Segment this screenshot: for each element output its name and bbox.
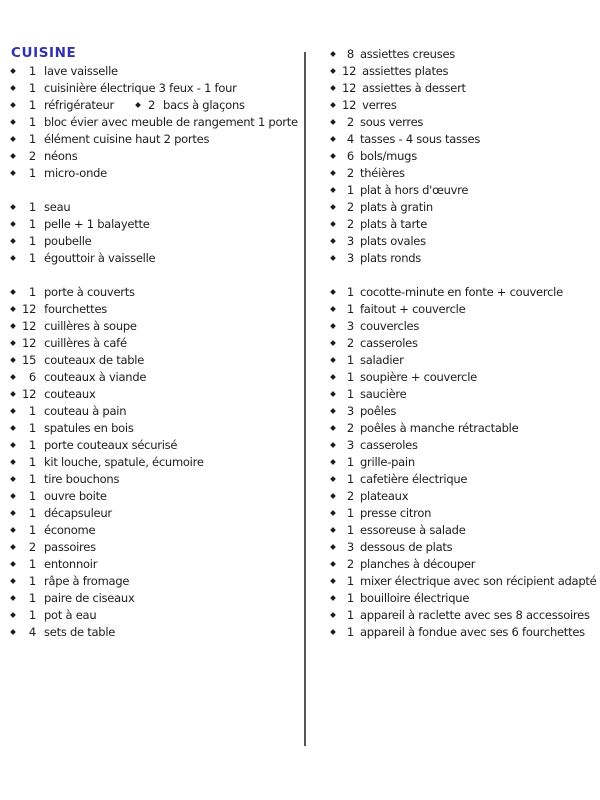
bullet-icon <box>330 289 336 295</box>
list-item <box>11 79 303 96</box>
bullet-icon <box>10 544 16 550</box>
item-label: assiettes plates <box>362 63 449 78</box>
bullet-icon <box>330 391 336 397</box>
item-quantity: 1 <box>346 607 354 622</box>
item-label: plats ovales <box>360 233 426 248</box>
item-label: poubelle <box>44 233 92 248</box>
list-item <box>331 589 597 606</box>
item-quantity: 2 <box>346 335 354 350</box>
item-label: bols/mugs <box>360 148 417 163</box>
item-quantity: 3 <box>346 318 354 333</box>
bullet-icon <box>330 612 336 618</box>
item-label: cuillères à café <box>44 335 127 350</box>
bullet-icon <box>330 340 336 346</box>
item-label: plats ronds <box>360 250 422 265</box>
item-label: couteau à pain <box>44 403 127 418</box>
item-quantity: 4 <box>28 624 36 639</box>
list-item <box>331 181 597 198</box>
item-label: économe <box>44 522 96 537</box>
item-quantity: 6 <box>28 369 36 384</box>
item-label: tasses - 4 sous tasses <box>360 131 481 146</box>
bullet-icon <box>10 238 16 244</box>
bullet-icon <box>330 595 336 601</box>
item-label: cuisinière électrique 3 feux - 1 four <box>44 80 237 95</box>
list-item <box>11 334 303 351</box>
item-quantity: 6 <box>346 148 354 163</box>
list-item <box>11 504 303 521</box>
bullet-icon <box>330 561 336 567</box>
bullet-icon <box>10 323 16 329</box>
bullet-icon <box>10 612 16 618</box>
list-item <box>331 470 597 487</box>
item-quantity: 1 <box>346 301 354 316</box>
bullet-icon <box>330 323 336 329</box>
item-label: presse citron <box>360 505 432 520</box>
item-quantity: 3 <box>346 250 354 265</box>
item-quantity: 1 <box>346 624 354 639</box>
bullet-icon <box>10 255 16 261</box>
item-quantity: 2 <box>346 488 354 503</box>
bullet-icon <box>330 442 336 448</box>
item-label: lave vaisselle <box>44 63 118 78</box>
item-label: cuillères à soupe <box>44 318 137 333</box>
list-item <box>11 351 303 368</box>
bullet-icon <box>330 255 336 261</box>
item-label: passoires <box>44 539 96 554</box>
bullet-icon <box>330 493 336 499</box>
item-quantity: 1 <box>28 556 36 571</box>
item-label: assiettes creuses <box>360 46 456 61</box>
bullet-icon <box>10 408 16 414</box>
item-label: appareil à fondue avec ses 6 fourchettes <box>360 624 585 639</box>
bullet-icon <box>330 51 336 57</box>
list-item <box>331 572 597 589</box>
bullet-icon <box>330 102 336 108</box>
bullet-icon <box>330 357 336 363</box>
item-label: pelle + 1 balayette <box>44 216 150 231</box>
item-label: soupière + couvercle <box>360 369 477 384</box>
list-item <box>331 249 597 266</box>
list-item <box>331 487 597 504</box>
item-label: sous verres <box>360 114 424 129</box>
list-item <box>11 487 303 504</box>
item-label: plats à gratin <box>360 199 433 214</box>
bullet-icon <box>330 238 336 244</box>
list-item <box>11 198 303 215</box>
item-quantity: 1 <box>28 233 36 248</box>
bullet-icon <box>330 527 336 533</box>
item-label: assiettes à dessert <box>362 80 466 95</box>
list-item <box>331 113 597 130</box>
item-quantity: 1 <box>28 284 36 299</box>
list-item <box>11 62 303 79</box>
item-group <box>11 283 303 640</box>
bullet-icon <box>10 510 16 516</box>
bullet-icon <box>10 136 16 142</box>
item-quantity: 1 <box>346 352 354 367</box>
item-quantity: 1 <box>346 182 354 197</box>
item-quantity: 12 <box>22 386 37 401</box>
list-item <box>331 453 597 470</box>
bullet-icon <box>330 187 336 193</box>
item-quantity: 1 <box>28 131 36 146</box>
item-label: grille-pain <box>360 454 415 469</box>
bullet-icon <box>330 408 336 414</box>
item-quantity: 2 <box>346 165 354 180</box>
list-item <box>11 249 303 266</box>
item-quantity: 1 <box>28 522 36 537</box>
bullet-icon <box>330 306 336 312</box>
bullet-icon <box>330 85 336 91</box>
bullet-icon <box>10 476 16 482</box>
column-divider <box>304 52 306 746</box>
bullet-icon <box>10 629 16 635</box>
bullet-icon <box>330 544 336 550</box>
bullet-icon <box>330 459 336 465</box>
bullet-icon <box>330 204 336 210</box>
item-quantity: 2 <box>346 114 354 129</box>
list-item <box>331 215 597 232</box>
bullet-icon <box>330 170 336 176</box>
bullet-icon <box>10 68 16 74</box>
list-item <box>331 368 597 385</box>
list-item <box>11 317 303 334</box>
item-quantity: 1 <box>346 522 354 537</box>
right-column <box>331 45 597 640</box>
list-item <box>331 385 597 402</box>
item-label: appareil à raclette avec ses 8 accessoires <box>360 607 590 622</box>
item-label: seau <box>44 199 71 214</box>
item-quantity: 1 <box>28 607 36 622</box>
item-quantity: 1 <box>28 199 36 214</box>
item-label: entonnoir <box>44 556 98 571</box>
item-quantity: 1 <box>346 505 354 520</box>
list-item <box>11 113 303 130</box>
list-item <box>331 79 597 96</box>
item-quantity: 1 <box>28 488 36 503</box>
item-label: néons <box>44 148 78 163</box>
item-quantity: 12 <box>22 335 37 350</box>
bullet-icon <box>10 527 16 533</box>
item-label: poêles à manche rétractable <box>360 420 519 435</box>
bullet-icon <box>10 153 16 159</box>
item-quantity: 1 <box>28 114 36 129</box>
left-column-groups <box>11 62 303 640</box>
item-label: tire bouchons <box>44 471 120 486</box>
item-quantity: 1 <box>28 471 36 486</box>
item-quantity: 3 <box>346 403 354 418</box>
item-quantity: 1 <box>28 165 36 180</box>
item-label: micro-onde <box>44 165 108 180</box>
bullet-icon <box>10 357 16 363</box>
bullet-icon <box>330 578 336 584</box>
item-quantity: 2 <box>346 216 354 231</box>
item-quantity: 4 <box>346 131 354 146</box>
item-label: bacs à glaçons <box>163 97 245 112</box>
item-label: couteaux <box>44 386 96 401</box>
item-label: plateaux <box>360 488 409 503</box>
item-quantity: 1 <box>28 505 36 520</box>
item-label: plat à hors d'œuvre <box>360 182 469 197</box>
bullet-icon <box>10 442 16 448</box>
list-item <box>331 334 597 351</box>
item-label: saladier <box>360 352 404 367</box>
item-label: faitout + couvercle <box>360 301 466 316</box>
list-item <box>331 283 597 300</box>
item-quantity: 12 <box>22 318 37 333</box>
list-item <box>11 453 303 470</box>
list-item <box>11 130 303 147</box>
bullet-icon <box>10 306 16 312</box>
list-item <box>11 538 303 555</box>
bullet-icon <box>10 221 16 227</box>
item-label: couteaux de table <box>44 352 145 367</box>
item-quantity: 2 <box>28 148 36 163</box>
list-item <box>331 351 597 368</box>
bullet-icon <box>10 340 16 346</box>
bullet-icon <box>10 391 16 397</box>
item-quantity: 12 <box>342 80 357 95</box>
list-item <box>11 572 303 589</box>
bullet-icon <box>10 595 16 601</box>
item-label: verres <box>362 97 397 112</box>
item-quantity: 2 <box>28 539 36 554</box>
list-item <box>11 521 303 538</box>
item-label: élément cuisine haut 2 portes <box>44 131 210 146</box>
bullet-icon <box>330 629 336 635</box>
item-quantity: 2 <box>147 97 156 112</box>
bullet-icon <box>10 374 16 380</box>
item-group <box>11 62 303 181</box>
item-quantity: 1 <box>346 284 354 299</box>
list-item <box>331 130 597 147</box>
item-quantity: 15 <box>22 352 37 367</box>
item-quantity: 1 <box>28 63 36 78</box>
item-quantity: 1 <box>28 420 36 435</box>
list-item <box>331 555 597 572</box>
list-item <box>331 198 597 215</box>
list-item <box>11 623 303 640</box>
item-label: ouvre boite <box>44 488 107 503</box>
item-quantity: 3 <box>346 539 354 554</box>
item-quantity: 3 <box>346 437 354 452</box>
item-quantity: 2 <box>346 420 354 435</box>
bullet-icon <box>10 102 16 108</box>
list-item <box>11 606 303 623</box>
item-quantity: 1 <box>28 80 36 95</box>
list-item <box>11 368 303 385</box>
item-label: spatules en bois <box>44 420 134 435</box>
item-quantity: 2 <box>346 199 354 214</box>
item-quantity: 1 <box>28 573 36 588</box>
list-item <box>331 436 597 453</box>
item-label: casseroles <box>360 335 418 350</box>
bullet-icon <box>10 289 16 295</box>
item-quantity: 1 <box>28 97 36 112</box>
item-label: poêles <box>360 403 397 418</box>
item-label: décapsuleur <box>44 505 112 520</box>
bullet-icon <box>10 204 16 210</box>
bullet-icon <box>330 425 336 431</box>
item-quantity: 12 <box>342 97 357 112</box>
item-label: porte à couverts <box>44 284 135 299</box>
bullet-icon <box>330 68 336 74</box>
item-label: sets de table <box>44 624 116 639</box>
item-label: bloc évier avec meuble de rangement 1 porte <box>44 114 298 129</box>
list-item <box>331 232 597 249</box>
item-label: essoreuse à salade <box>360 522 466 537</box>
bullet-icon <box>10 561 16 567</box>
list-item <box>331 419 597 436</box>
list-item <box>11 232 303 249</box>
item-quantity: 1 <box>28 216 36 231</box>
list-item <box>11 419 303 436</box>
bullet-icon <box>330 136 336 142</box>
list-item <box>11 215 303 232</box>
list-item <box>331 96 597 113</box>
item-quantity: 1 <box>346 369 354 384</box>
list-item <box>11 470 303 487</box>
item-label: réfrigérateur <box>44 97 115 112</box>
item-quantity: 1 <box>346 590 354 605</box>
bullet-icon <box>330 153 336 159</box>
list-item <box>331 623 597 640</box>
bullet-icon <box>10 425 16 431</box>
bullet-icon <box>10 170 16 176</box>
item-label: égouttoir à vaisselle <box>44 250 156 265</box>
item-label: cafetière électrique <box>360 471 468 486</box>
list-item <box>11 96 303 113</box>
item-quantity: 1 <box>28 437 36 452</box>
bullet-icon <box>10 578 16 584</box>
item-quantity: 1 <box>28 590 36 605</box>
item-label: casseroles <box>360 437 418 452</box>
item-quantity: 8 <box>346 46 354 61</box>
list-item <box>331 62 597 79</box>
bullet-icon <box>135 102 141 108</box>
item-label: planches à découper <box>360 556 476 571</box>
item-label: couteaux à viande <box>44 369 147 384</box>
list-item <box>331 45 597 62</box>
item-label: dessous de plats <box>360 539 453 554</box>
item-label: théières <box>360 165 405 180</box>
bullet-icon <box>10 119 16 125</box>
list-item <box>331 164 597 181</box>
item-label: bouilloire électrique <box>360 590 470 605</box>
list-item <box>331 300 597 317</box>
list-item <box>331 147 597 164</box>
item-label: kit louche, spatule, écumoire <box>44 454 204 469</box>
item-quantity: 1 <box>28 403 36 418</box>
list-item <box>11 589 303 606</box>
item-quantity: 1 <box>346 573 354 588</box>
item-quantity: 12 <box>342 63 357 78</box>
list-item <box>331 504 597 521</box>
list-item <box>11 300 303 317</box>
list-item <box>331 317 597 334</box>
list-item <box>11 555 303 572</box>
left-column <box>11 45 303 640</box>
list-item <box>11 402 303 419</box>
item-quantity: 2 <box>346 556 354 571</box>
bullet-icon <box>330 221 336 227</box>
list-item <box>331 402 597 419</box>
list-item <box>11 147 303 164</box>
item-quantity: 1 <box>346 471 354 486</box>
item-label: pot à eau <box>44 607 97 622</box>
bullet-icon <box>330 119 336 125</box>
list-item <box>331 521 597 538</box>
bullet-icon <box>10 493 16 499</box>
bullet-icon <box>330 374 336 380</box>
item-label: couvercles <box>360 318 420 333</box>
item-quantity: 1 <box>346 454 354 469</box>
list-item <box>11 436 303 453</box>
bullet-icon <box>10 85 16 91</box>
bullet-icon <box>330 476 336 482</box>
item-label: mixer électrique avec son récipient adapté <box>360 573 597 588</box>
item-label: saucière <box>360 386 407 401</box>
item-quantity: 1 <box>346 386 354 401</box>
item-label: cocotte-minute en fonte + couvercle <box>360 284 563 299</box>
item-quantity: 3 <box>346 233 354 248</box>
list-item <box>11 385 303 402</box>
item-label: paire de ciseaux <box>44 590 135 605</box>
item-quantity: 1 <box>28 250 36 265</box>
bullet-icon <box>10 459 16 465</box>
item-label: plats à tarte <box>360 216 428 231</box>
right-column-groups <box>331 45 597 640</box>
item-group <box>331 45 597 266</box>
list-item <box>11 283 303 300</box>
item-quantity: 12 <box>22 301 37 316</box>
item-label: fourchettes <box>44 301 108 316</box>
list-item <box>331 606 597 623</box>
item-group <box>331 283 597 640</box>
list-item <box>331 538 597 555</box>
item-label: râpe à fromage <box>44 573 130 588</box>
item-group <box>11 198 303 266</box>
bullet-icon <box>330 510 336 516</box>
section-title: CUISINE <box>11 45 77 61</box>
list-item <box>11 164 303 181</box>
item-quantity: 1 <box>28 454 36 469</box>
item-label: porte couteaux sécurisé <box>44 437 178 452</box>
